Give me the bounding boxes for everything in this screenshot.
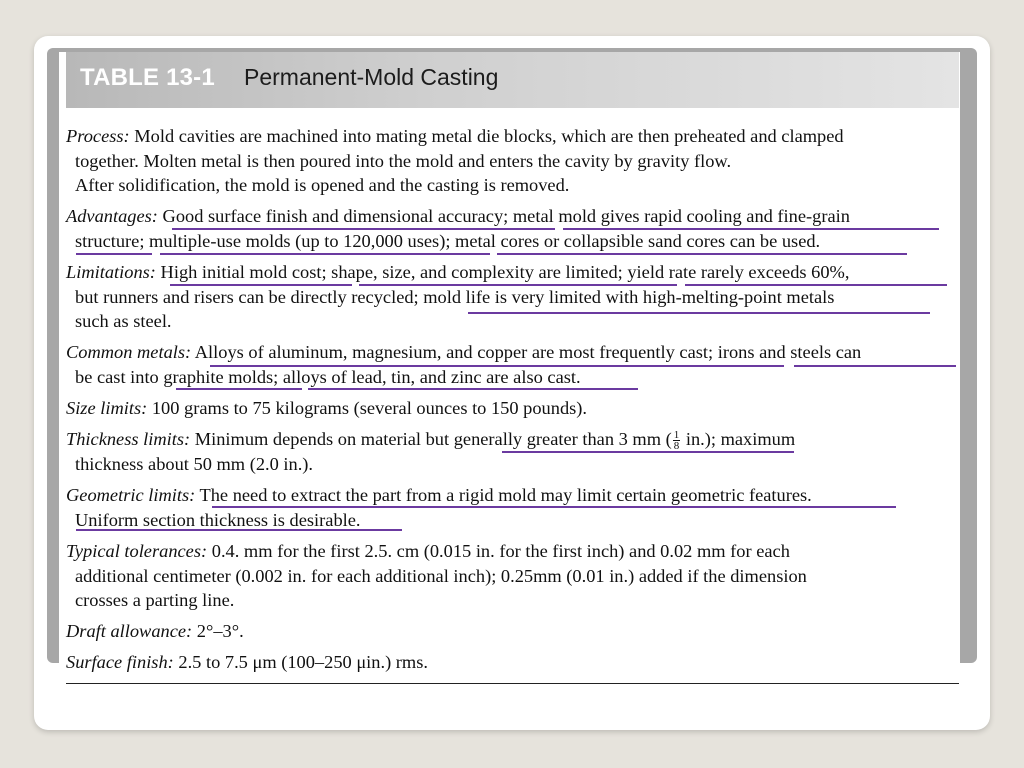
entry-label: Common metals:	[66, 342, 192, 362]
annotation-underline	[176, 388, 302, 390]
annotation-underline	[210, 365, 784, 367]
entry-text: Uniform section thickness is desirable.	[75, 509, 361, 530]
annotation-underline	[685, 284, 947, 286]
annotation-underline	[160, 253, 490, 255]
entry-text: 2°–3°.	[196, 621, 244, 641]
entry-label: Process:	[66, 126, 130, 146]
entry-text: 100 grams to 75 kilograms (several ounces to 150 pounds).	[151, 398, 588, 418]
annotation-underline	[563, 228, 939, 230]
entry-size-limits	[66, 396, 960, 421]
fraction-denominator: 8	[673, 440, 680, 453]
annotation-underline	[502, 451, 794, 453]
annotation-underline	[468, 312, 930, 314]
entry-label: Geometric limits:	[66, 485, 196, 505]
entry-text: The need to extract the part from a rigid mold may limit certain geometric features.	[199, 485, 812, 505]
annotation-underline	[76, 529, 402, 531]
entry-text: Alloys of aluminum, magnesium, and copper are most frequently cast; irons and steels can	[194, 342, 862, 362]
entry-draft-allowance	[66, 619, 960, 644]
entry-text: crosses a parting line.	[75, 590, 235, 610]
table-bottom-rule	[66, 683, 959, 684]
annotation-underline	[308, 388, 638, 390]
entry-label: Limitations:	[66, 262, 156, 282]
fraction-numerator: 1	[673, 429, 680, 442]
annotation-underline	[170, 284, 352, 286]
entry-text: such as steel.	[75, 311, 172, 331]
entry-text: High initial mold cost; shape, size, and complexity are limited; yield rate rarely exceeds 60%,	[160, 262, 850, 282]
entry-label: Draft allowance:	[66, 621, 193, 641]
entry-text: Minimum depends on material but generally greater than 3 mm (	[194, 429, 672, 449]
entry-label: Advantages:	[66, 206, 158, 226]
entry-label: Thickness limits:	[66, 429, 191, 449]
entry-typical-tolerances	[66, 539, 960, 613]
table-title: Permanent-Mold Casting	[244, 64, 499, 90]
entry-text: 2.5 to 7.5 μm (100–250 μin.) rms.	[178, 652, 428, 672]
entry-text: Mold cavities are machined into mating metal die blocks, which are then preheated and clamped	[134, 126, 844, 146]
entry-text: thickness about 50 mm (2.0 in.).	[75, 453, 314, 474]
annotation-underline	[76, 253, 152, 255]
fraction	[673, 430, 681, 451]
entry-label: Size limits:	[66, 398, 148, 418]
entry-label: Surface finish:	[66, 652, 174, 672]
entry-text: be cast into graphite molds; alloys of lead, tin, and zinc are also cast.	[75, 366, 581, 387]
entry-text: 0.4. mm for the first 2.5. cm (0.015 in. for the first inch) and 0.02 mm for each	[211, 541, 790, 561]
annotation-underline	[212, 506, 896, 508]
entry-text: Good surface finish and dimensional accuracy; metal mold gives rapid cooling and fine-grain	[162, 206, 850, 226]
entry-process	[66, 124, 960, 198]
annotation-underline	[172, 228, 555, 230]
entry-surface-finish	[66, 650, 960, 675]
entry-text: in.); maximum	[681, 429, 796, 449]
entry-text: together. Molten metal is then poured into the mold and enters the cavity by gravity flow.	[75, 150, 732, 171]
annotation-underline	[497, 253, 907, 255]
table-number: TABLE 13-1	[80, 64, 215, 91]
entry-limitations	[66, 260, 960, 334]
entry-text: additional centimeter (0.002 in. for each additional inch); 0.25mm (0.01 in.) added if the dimension	[75, 565, 807, 586]
annotation-underline	[359, 284, 677, 286]
entry-text: structure; multiple-use molds (up to 120,000 uses); metal cores or collapsible sand cores can be used.	[75, 230, 821, 251]
entry-text: but runners and risers can be directly recycled; mold life is very limited with high-melting-point metals	[75, 286, 835, 307]
annotation-underline	[794, 365, 956, 367]
entry-text: After solidification, the mold is opened and the casting is removed.	[75, 175, 570, 195]
entry-label: Typical tolerances:	[66, 541, 208, 561]
